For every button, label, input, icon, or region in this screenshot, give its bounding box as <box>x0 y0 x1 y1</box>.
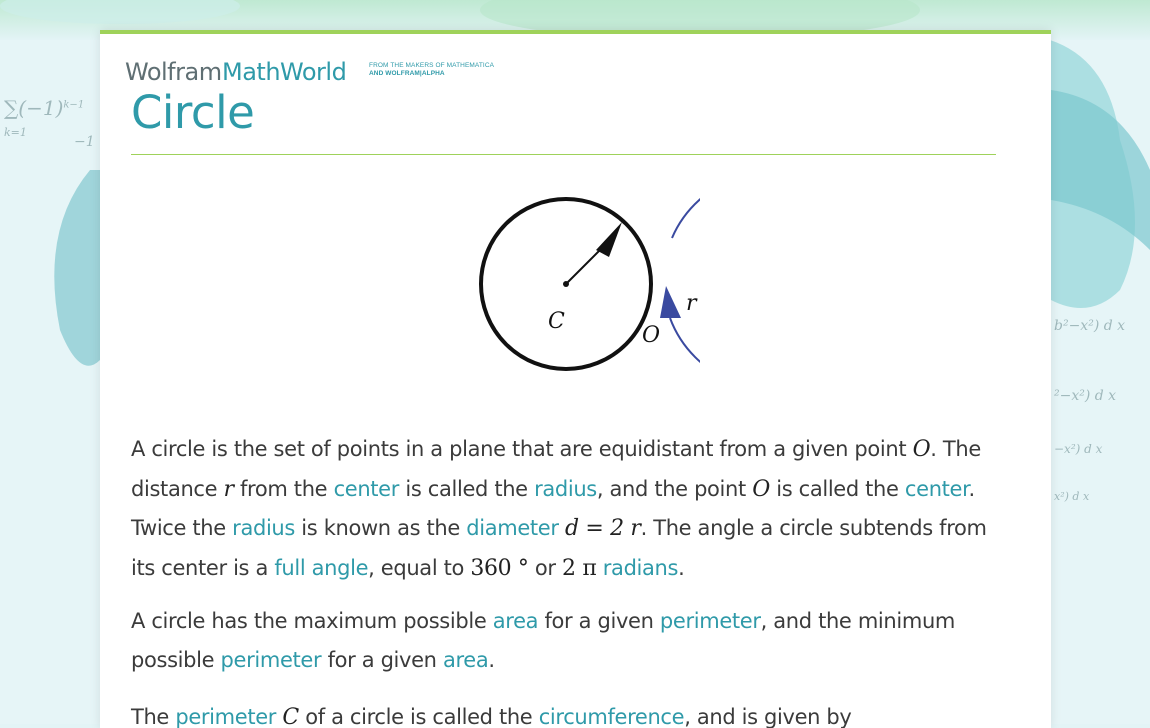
logo-tagline-1: FROM THE MAKERS OF MATHEMATICA <box>369 62 495 69</box>
page-title: Circle <box>131 86 255 139</box>
logo-wolfram: Wolfram <box>125 58 222 86</box>
link-radians[interactable]: radians <box>602 555 679 580</box>
content-card <box>100 30 1051 728</box>
decor-formula: $\sum(-1)^{k-1}$ <box>4 96 85 120</box>
link-perimeter[interactable]: perimeter <box>175 705 277 728</box>
radius-arrowhead <box>596 222 622 257</box>
link-full-angle[interactable]: full angle <box>274 555 369 580</box>
label-r: r <box>686 291 697 316</box>
link-center[interactable]: center <box>904 476 969 501</box>
math-2-pi: 2 π <box>562 555 597 581</box>
math-r: r <box>223 476 234 502</box>
link-perimeter[interactable]: perimeter <box>659 609 761 633</box>
link-radius[interactable]: radius <box>232 516 295 540</box>
center-point <box>563 281 569 287</box>
link-perimeter[interactable]: perimeter <box>220 647 322 672</box>
link-circumference[interactable]: circumference <box>538 705 685 728</box>
decor-formula: −1 <box>74 134 95 150</box>
decor-formula: −x²) d x <box>1054 442 1103 456</box>
paragraph-definition: A circle is the set of points in a plane that are equidistant from a given point O. The distance r from the center is called the radius, and the point O is called the center. Twice the radius is known as the diameter d = 2 r. The angle a circle subtends from its center is a full angle, equal to 360 ° or 2 π radians. <box>131 437 987 581</box>
circle-diagram <box>440 166 700 396</box>
link-center[interactable]: center <box>333 476 400 501</box>
paragraph-circumference: The perimeter C of a circle is called the circumference, and is given by <box>131 705 852 728</box>
link-diameter[interactable]: diameter <box>466 516 559 540</box>
paragraph-area: A circle has the maximum possible area for a given perimeter, and the minimum possible perimeter for a given area. <box>131 609 956 672</box>
label-c: C <box>548 309 565 334</box>
logo-mathworld: MathWorld <box>222 58 347 86</box>
decor-formula: k=1 <box>4 126 27 139</box>
math-o: O <box>912 437 931 462</box>
decor-formula: x²) d x <box>1054 490 1090 503</box>
label-o: O <box>642 323 661 348</box>
circumference-arrowhead <box>660 286 681 318</box>
math-c: C <box>282 705 299 728</box>
decor-formula: ²−x²) d x <box>1054 388 1117 404</box>
circumference-arc <box>670 173 700 389</box>
link-radius[interactable]: radius <box>534 476 597 501</box>
title-divider <box>131 154 996 155</box>
math-360-degrees: 360 ° <box>470 555 529 581</box>
link-area[interactable]: area <box>442 647 489 672</box>
math-o: O <box>752 476 770 502</box>
math-diameter-formula: d = 2 r <box>565 516 641 541</box>
link-area[interactable]: area <box>492 609 539 633</box>
logo-tagline-2: AND WOLFRAM|ALPHA <box>369 70 445 77</box>
decor-formula: b²−x²) d x <box>1054 318 1126 334</box>
